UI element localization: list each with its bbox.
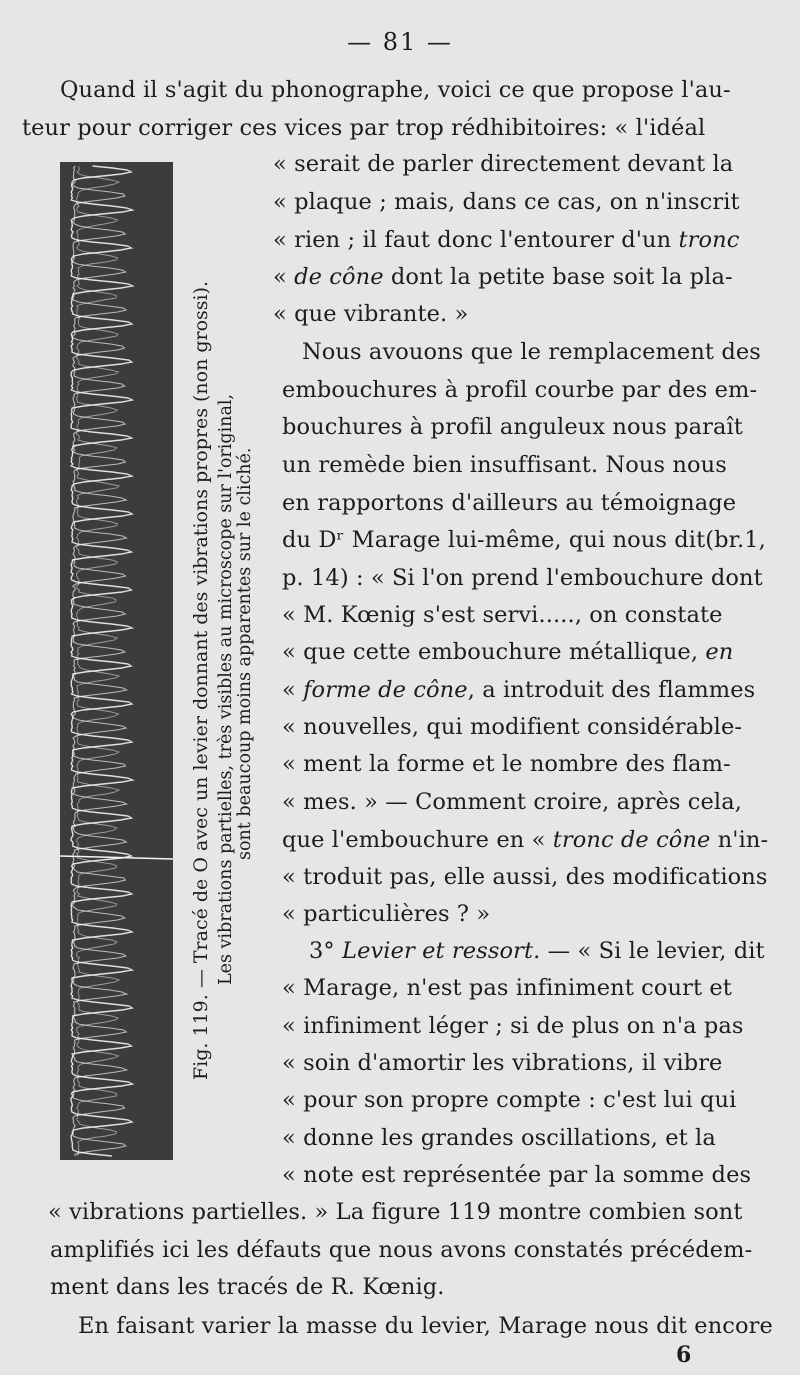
text-line: « note est représentée par la somme des — [282, 1162, 752, 1188]
text-line: que l'embouchure en « tronc de cône n'in- — [282, 827, 769, 853]
text-line: ment dans les tracés de R. Kœnig. — [50, 1274, 445, 1300]
text-line: « vibrations partielles. » La figure 119 montre combien sont — [48, 1199, 743, 1225]
page-number: — 81 — — [347, 28, 453, 56]
text-line: « soin d'amortir les vibrations, il vibre — [282, 1050, 723, 1076]
text-line: « ment la forme et le nombre des flam- — [282, 751, 731, 777]
text-line: en rapportons d'ailleurs au témoignage — [282, 490, 737, 516]
text-line: « particulières ? » — [282, 901, 491, 927]
text-line: « rien ; il faut donc l'entourer d'un tronc — [273, 227, 740, 253]
text-line: En faisant varier la masse du levier, Marage nous dit encore — [78, 1313, 773, 1339]
text-line: bouchures à profil anguleux nous paraît — [282, 414, 743, 440]
text-line: « de cône dont la petite base soit la pla- — [273, 264, 733, 290]
text-line: « infiniment léger ; si de plus on n'a pas — [282, 1013, 744, 1039]
trace-line — [71, 166, 133, 1156]
text-line: « forme de cône, a introduit des flammes — [282, 677, 756, 703]
caption-line-3: sont beaucoup moins apparentes sur le cliché. — [235, 447, 255, 860]
text-line: « serait de parler directement devant la — [273, 151, 734, 177]
text-line: « donne les grandes oscillations, et la — [282, 1125, 716, 1151]
caption-line-2: Les vibrations partielles, très visibles au microscope sur l'original, — [216, 393, 236, 985]
figure-119-trace — [60, 162, 173, 1160]
text-line: « que cette embouchure métallique, en — [282, 639, 734, 665]
text-line: 3° Levier et ressort. — « Si le levier, dit — [309, 938, 765, 964]
text-line: « pour son propre compte : c'est lui qui — [282, 1087, 737, 1113]
text-line: teur pour corriger ces vices par trop rédhibitoires: « l'idéal — [22, 115, 706, 141]
text-line: « M. Kœnig s'est servi....., on constate — [282, 602, 723, 628]
text-line: « plaque ; mais, dans ce cas, on n'inscrit — [273, 189, 740, 215]
text-line: Nous avouons que le remplacement des — [302, 339, 761, 365]
caption-line-1: Fig. 119. — Tracé de O avec un levier donnant des vibrations propres (non grossi). — [190, 280, 212, 1080]
text-line: amplifiés ici les défauts que nous avons constatés précédem- — [50, 1237, 753, 1263]
text-line: Quand il s'agit du phonographe, voici ce que propose l'au- — [60, 77, 731, 103]
waveform-trace — [60, 162, 173, 1160]
text-line: du Dʳ Marage lui-même, qui nous dit(br.1, — [282, 527, 766, 553]
text-line: « Marage, n'est pas infiniment court et — [282, 975, 732, 1001]
text-line: p. 14) : « Si l'on prend l'embouchure dont — [282, 565, 763, 591]
text-line: embouchures à profil courbe par des em- — [282, 377, 758, 403]
text-line: « mes. » — Comment croire, après cela, — [282, 789, 742, 815]
text-line: « nouvelles, qui modifient considérable- — [282, 714, 743, 740]
text-line: « troduit pas, elle aussi, des modifications — [282, 864, 768, 890]
text-line: « que vibrante. » — [273, 301, 469, 327]
signature-mark: 6 — [676, 1342, 692, 1368]
text-line: un remède bien insuffisant. Nous nous — [282, 452, 727, 478]
